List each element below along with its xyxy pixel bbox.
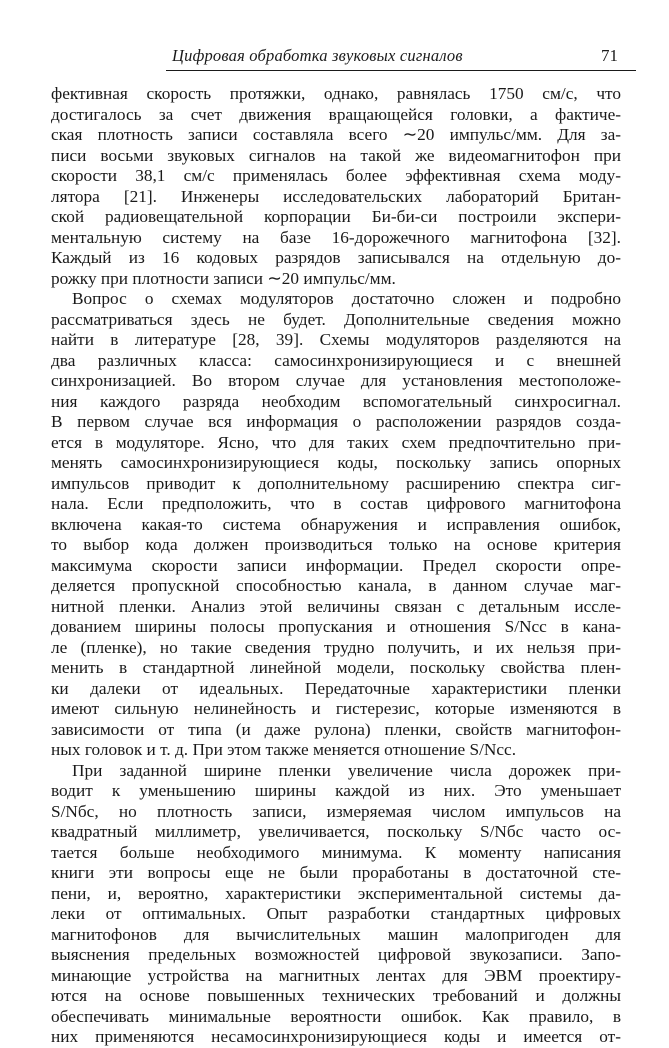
text-line: включена какая-то система обнаружения и исправления ошибок, xyxy=(51,514,621,534)
text-line: имеют сильную нелинейность и гистерезис, которые изменяются в xyxy=(51,699,621,718)
text-line: водит к уменьшению ширины каждой из них. Это уменьшает xyxy=(51,781,621,800)
text-line: достигалось за счет движения вращающейся головки, а фактиче- xyxy=(51,104,621,124)
text-line: квадратный миллиметр, увеличивается, поскольку S/Nбс часто ос- xyxy=(51,822,621,841)
paragraph-1 xyxy=(51,84,621,289)
text-line: минающие устройства на магнитных лентах для ЭВМ проектиру- xyxy=(51,965,621,985)
text-line: Каждый из 16 кодовых разрядов записывался на отдельную до- xyxy=(51,248,621,267)
text-line: тается больше необходимого минимума. К моменту написания xyxy=(51,842,621,862)
running-header xyxy=(166,44,636,71)
text-line: ется в модуляторе. Ясно, что для таких схем предпочтительно при- xyxy=(51,432,621,452)
text-line: ской радиовещательной корпорации Би-би-си построили экспери- xyxy=(51,207,621,226)
text-line: найти в литературе [28, 39]. Схемы модуляторов разделяются на xyxy=(51,330,621,349)
text-line: леки от оптимальных. Опыт разработки стандартных цифровых xyxy=(51,904,621,923)
text-line: ки далеки от идеальных. Передаточные характеристики пленки xyxy=(51,678,621,698)
running-header-title: Цифровая обработка звуковых сигналов xyxy=(172,46,463,65)
text-line: рожку при плотности записи ∼20 импульс/мм. xyxy=(51,268,396,288)
text-line: зависимости от типа (и даже рулона) пленки, свойств магнитофон- xyxy=(51,719,621,739)
text-line: S/Nбс, но плотность записи, измеряемая числом импульсов на xyxy=(51,801,621,821)
text-line: магнитофонов для вычислительных машин малопригоден для xyxy=(51,924,621,944)
text-line: ния каждого разряда необходим вспомогательный синхросигнал. xyxy=(51,391,621,411)
text-line: дованием ширины полосы пропускания и отношения S/Nсс в кана- xyxy=(51,617,621,636)
text-line: ская плотность записи составляла всего ∼20 импульс/мм. Для за- xyxy=(51,125,621,144)
text-line: ментальную систему на базе 16-дорожечного магнитофона [32]. xyxy=(51,227,621,247)
page-number: 71 xyxy=(601,46,618,65)
text-line: писи восьми звуковых сигналов на такой же видеомагнитофон при xyxy=(51,145,621,165)
text-line: два различных класса: самосинхронизирующиеся и с внешней xyxy=(51,350,621,370)
text-line: книги эти вопросы еще не были проработаны в достаточной сте- xyxy=(51,863,621,882)
text-line: нитной пленки. Анализ этой величины связан с детальным иссле- xyxy=(51,596,621,616)
text-line: менить в стандартной линейной модели, поскольку свойства плен- xyxy=(51,658,621,677)
text-line: максимума скорости записи информации. Предел скорости опре- xyxy=(51,555,621,575)
text-line: ются на основе повышенных технических требований и должны xyxy=(51,986,621,1005)
text-line: лятора [21]. Инженеры исследовательских лабораторий Британ- xyxy=(51,186,621,206)
text-line: фективная скорость протяжки, однако, равнялась 1750 см/с, что xyxy=(51,84,621,103)
paragraph-2 xyxy=(51,289,621,761)
text-line: деляется пропускной способностью канала, в данном случае маг- xyxy=(51,576,621,595)
text-line: синхронизацией. Во втором случае для установления местоположе- xyxy=(51,371,621,390)
text-line: скорости 38,1 см/с применялась более эффективная схема моду- xyxy=(51,166,621,185)
text-line: них применяются несамосинхронизирующиеся коды и имеется от- xyxy=(51,1027,621,1046)
text-line: менять самосинхронизирующиеся коды, поскольку запись опорных xyxy=(51,453,621,472)
text-line: ле (пленке), но такие сведения трудно получить, и их нельзя при- xyxy=(51,637,621,657)
text-line: то выбор кода должен производиться только на основе критерия xyxy=(51,535,621,554)
text-line: При заданной ширине пленки увеличение числа дорожек при- xyxy=(72,760,621,780)
text-line: выяснения предельных возможностей цифровой звукозаписи. Запо- xyxy=(51,945,621,964)
text-line: пени, и, вероятно, характеристики экспериментальной системы да- xyxy=(51,883,621,903)
text-line: В первом случае вся информация о расположении разрядов созда- xyxy=(51,412,621,431)
text-line: Вопрос о схемах модуляторов достаточно сложен и подробно xyxy=(72,289,621,308)
paragraph-3 xyxy=(51,761,621,1048)
body-text xyxy=(51,84,621,1048)
text-line: обеспечивать минимальные вероятности ошибок. Как правило, в xyxy=(51,1006,621,1026)
text-line: нала. Если предположить, что в состав цифрового магнитофона xyxy=(51,494,621,513)
text-line: импульсов приводит к дополнительному расширению спектра сиг- xyxy=(51,473,621,493)
text-line: ных головок и т. д. При этом также меняется отношение S/Nсс. xyxy=(51,740,517,759)
text-line: рассматриваться здесь не будет. Дополнительные сведения можно xyxy=(51,309,621,329)
